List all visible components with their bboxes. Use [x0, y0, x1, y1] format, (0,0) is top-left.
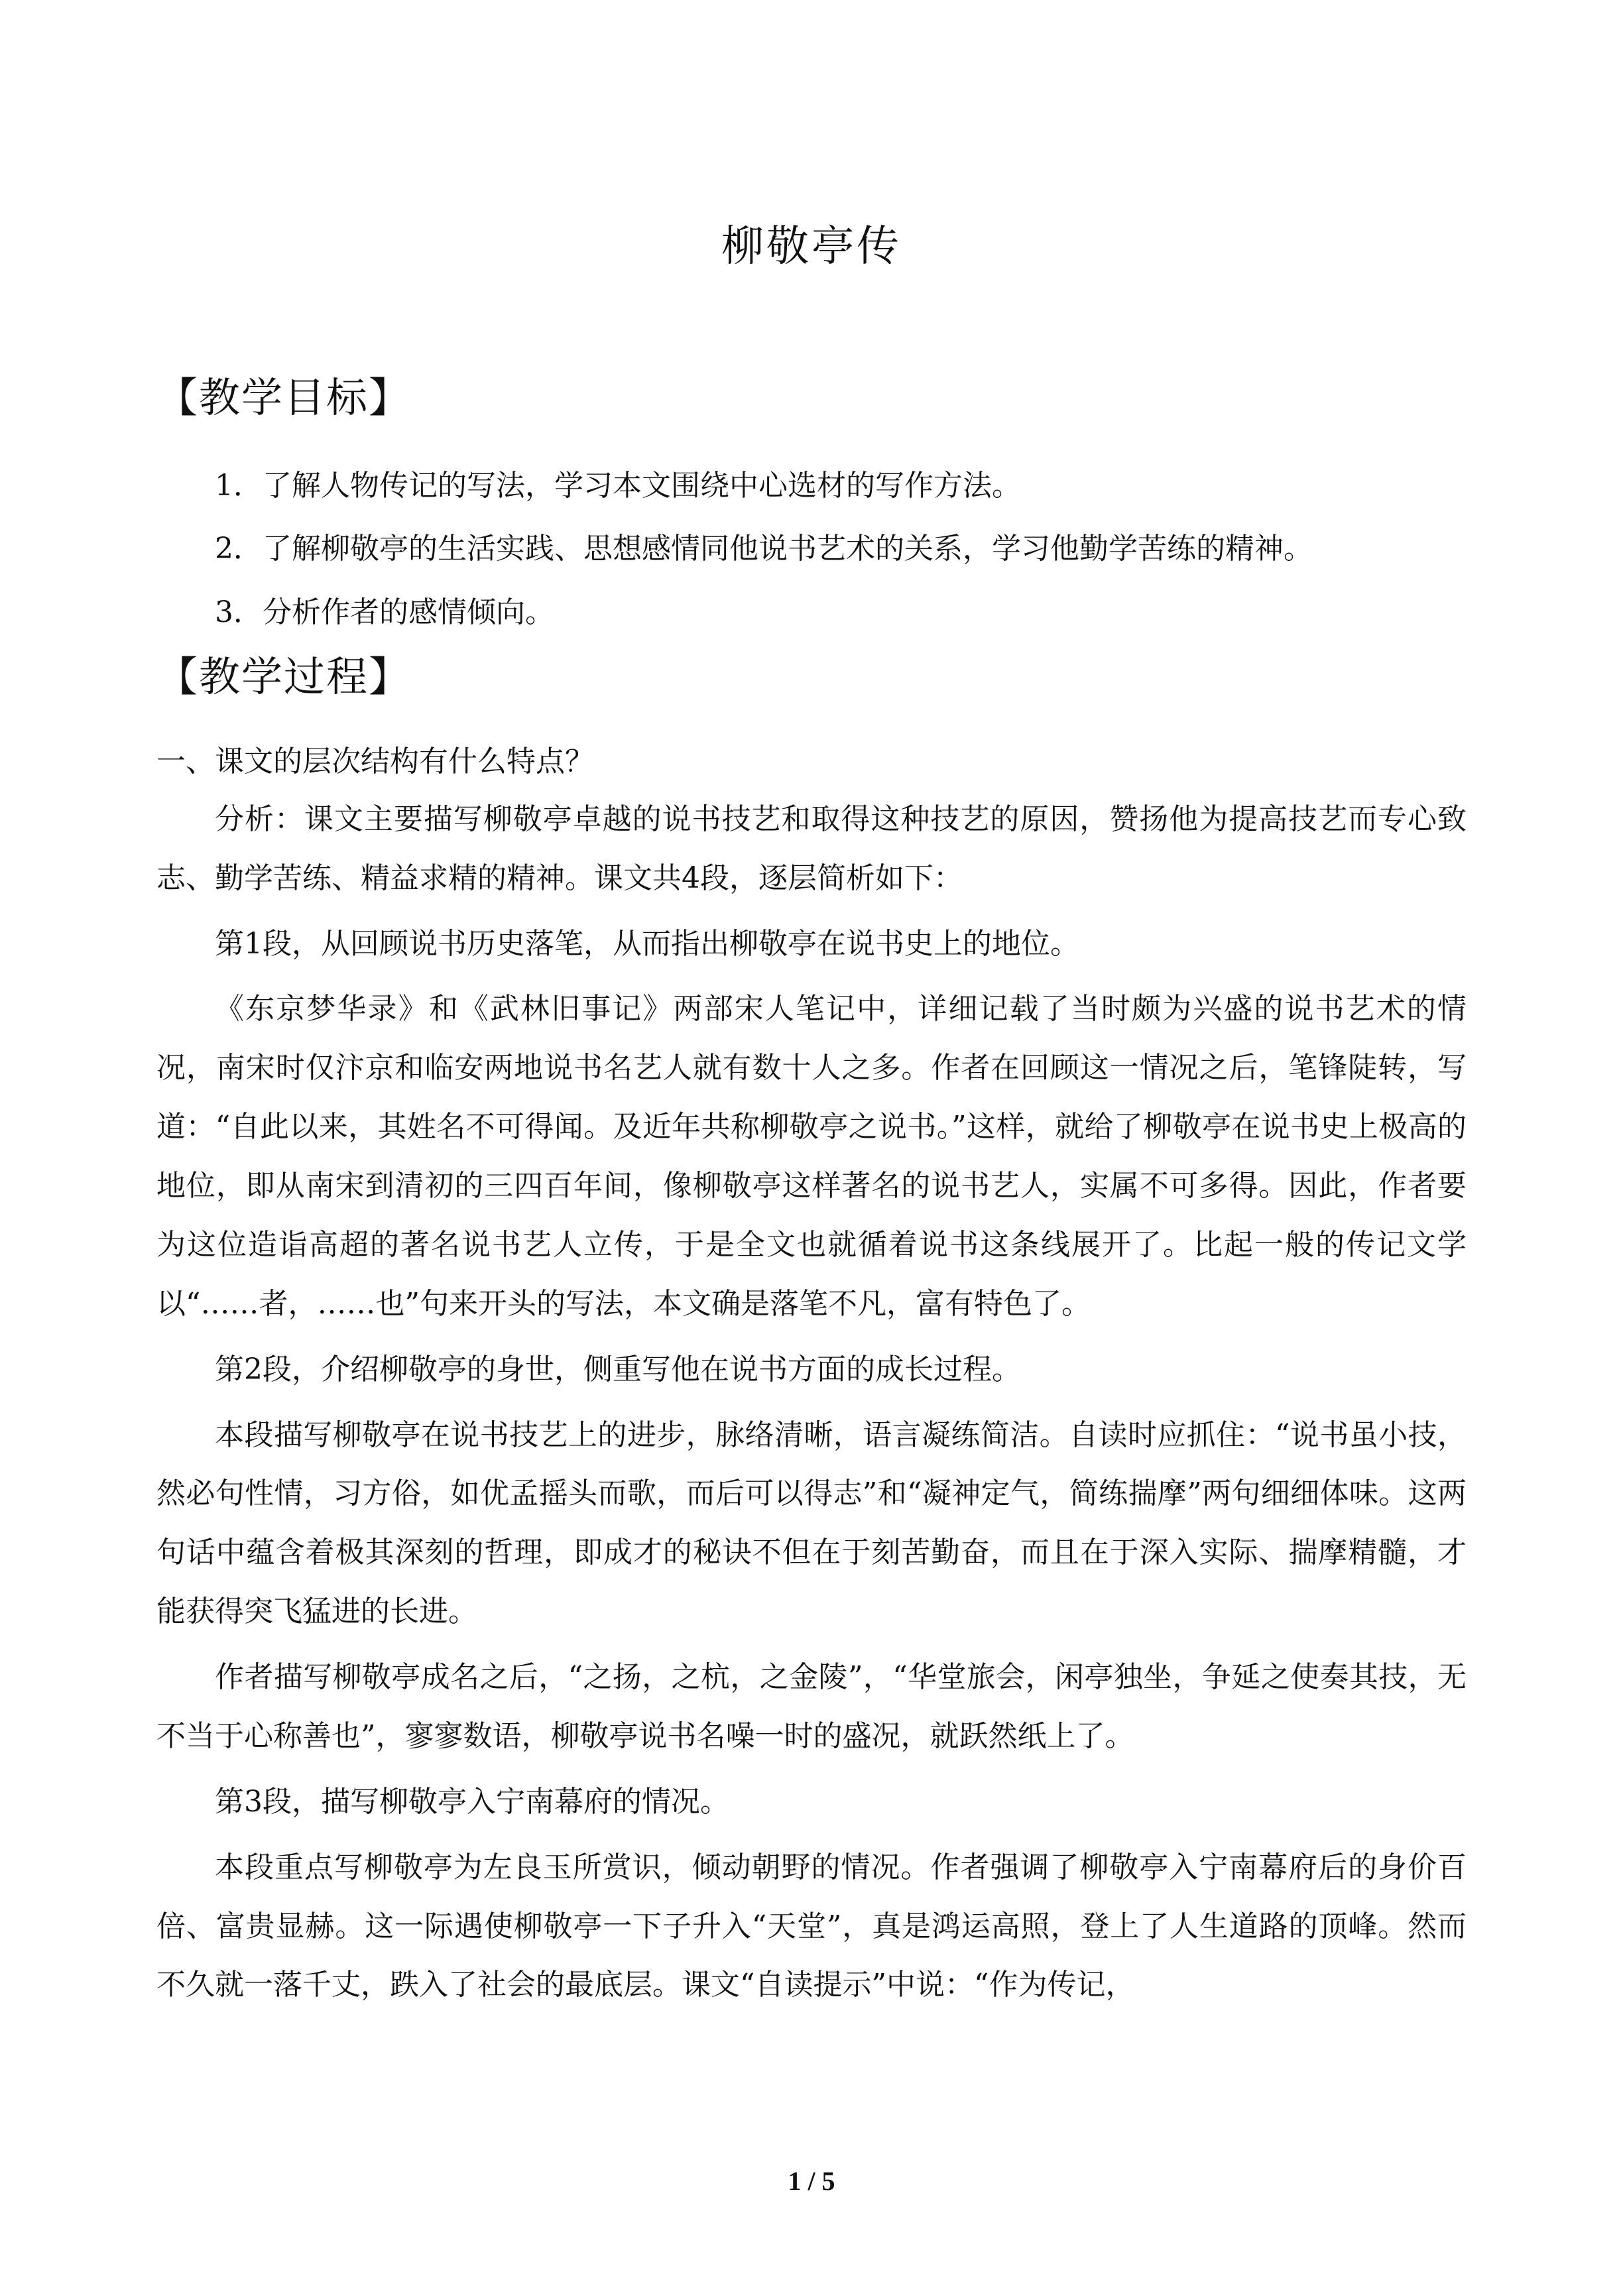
- paragraph: 《东京梦华录》和《武林旧事记》两部宋人笔记中，详细记载了当时颇为兴盛的说书艺术的情况，南宋时仅汴京和临安两地说书名艺人就有数十人之多。作者在回顾这一情况之后，笔锋陡转，写道：“自此以来，其姓名不可得闻。及近年共称柳敬亭之说书。”这样，就给了柳敬亭在说书史上极高的地位，即从南宋到清初的三四百年间，像柳敬亭这样著名的说书艺人，实属不可多得。因此，作者要为这位造诣高超的著名说书艺人立传，于是全文也就循着说书这条线展开了。比起一般的传记文学以“……者，……也”句来开头的写法，本文确是落笔不凡，富有特色了。: [156, 992, 1467, 1321]
- paragraph: 第3段，描写柳敬亭入宁南幕府的情况。: [215, 1784, 729, 1819]
- document-title: 柳敬亭传: [721, 222, 902, 271]
- document-body: [156, 371, 1467, 2022]
- goal-item: 3．分析作者的感情倾向。: [215, 595, 554, 629]
- paragraph: 第1段，从回顾说书历史落笔，从而指出柳敬亭在说书史上的地位。: [215, 926, 1079, 961]
- goal-item: 1．了解人物传记的写法，学习本文围绕中心选材的写作方法。: [215, 468, 1021, 503]
- heading-teaching-process: 【教学过程】: [156, 652, 412, 701]
- paragraph: 本段描写柳敬亭在说书技艺上的进步，脉络清晰，语言凝练简洁。自读时应抓住：“说书虽小技，然必句性情，习方俗，如优孟摇头而歌，而后可以得志”和“凝神定气，简练揣摩”两句细细体味。这两句话中蕴含着极其深刻的哲理，即成才的秘诀不但在于刻苦勤奋，而且在于深入实际、揣摩精髓，才能获得突飞猛进的长进。: [156, 1418, 1467, 1629]
- paragraph: 本段重点写柳敬亭为左良玉所赏识，倾动朝野的情况。作者强调了柳敬亭入宁南幕府后的身价百倍、富贵显赫。这一际遇使柳敬亭一下子升入“天堂”，真是鸿运高照，登上了人生道路的顶峰。然而不久就一落千丈，跌入了社会的最底层。课文“自读提示”中说：“作为传记，: [156, 1850, 1467, 2002]
- goal-item: 2．了解柳敬亭的生活实践、思想感情同他说书艺术的关系，学习他勤学苦练的精神。: [215, 532, 1313, 566]
- section-question: 一、课文的层次结构有什么特点？: [156, 744, 594, 778]
- paragraph: 作者描写柳敬亭成名之后，“之扬，之杭，之金陵”，“华堂旅会，闲亭独坐，争延之使奏其技，无不当于心称善也”，寥寥数语，柳敬亭说书名噪一时的盛况，就跃然纸上了。: [156, 1660, 1467, 1753]
- paragraph: 第2段，介绍柳敬亭的身世，侧重写他在说书方面的成长过程。: [215, 1352, 1021, 1386]
- page-number: 1 / 5: [788, 2166, 835, 2196]
- heading-teaching-goals: 【教学目标】: [156, 373, 412, 422]
- paragraph: 分析：课文主要描写柳敬亭卓越的说书技艺和取得这种技艺的原因，赞扬他为提高技艺而专心致志、勤学苦练、精益求精的精神。课文共4段，逐层简析如下：: [156, 802, 1467, 895]
